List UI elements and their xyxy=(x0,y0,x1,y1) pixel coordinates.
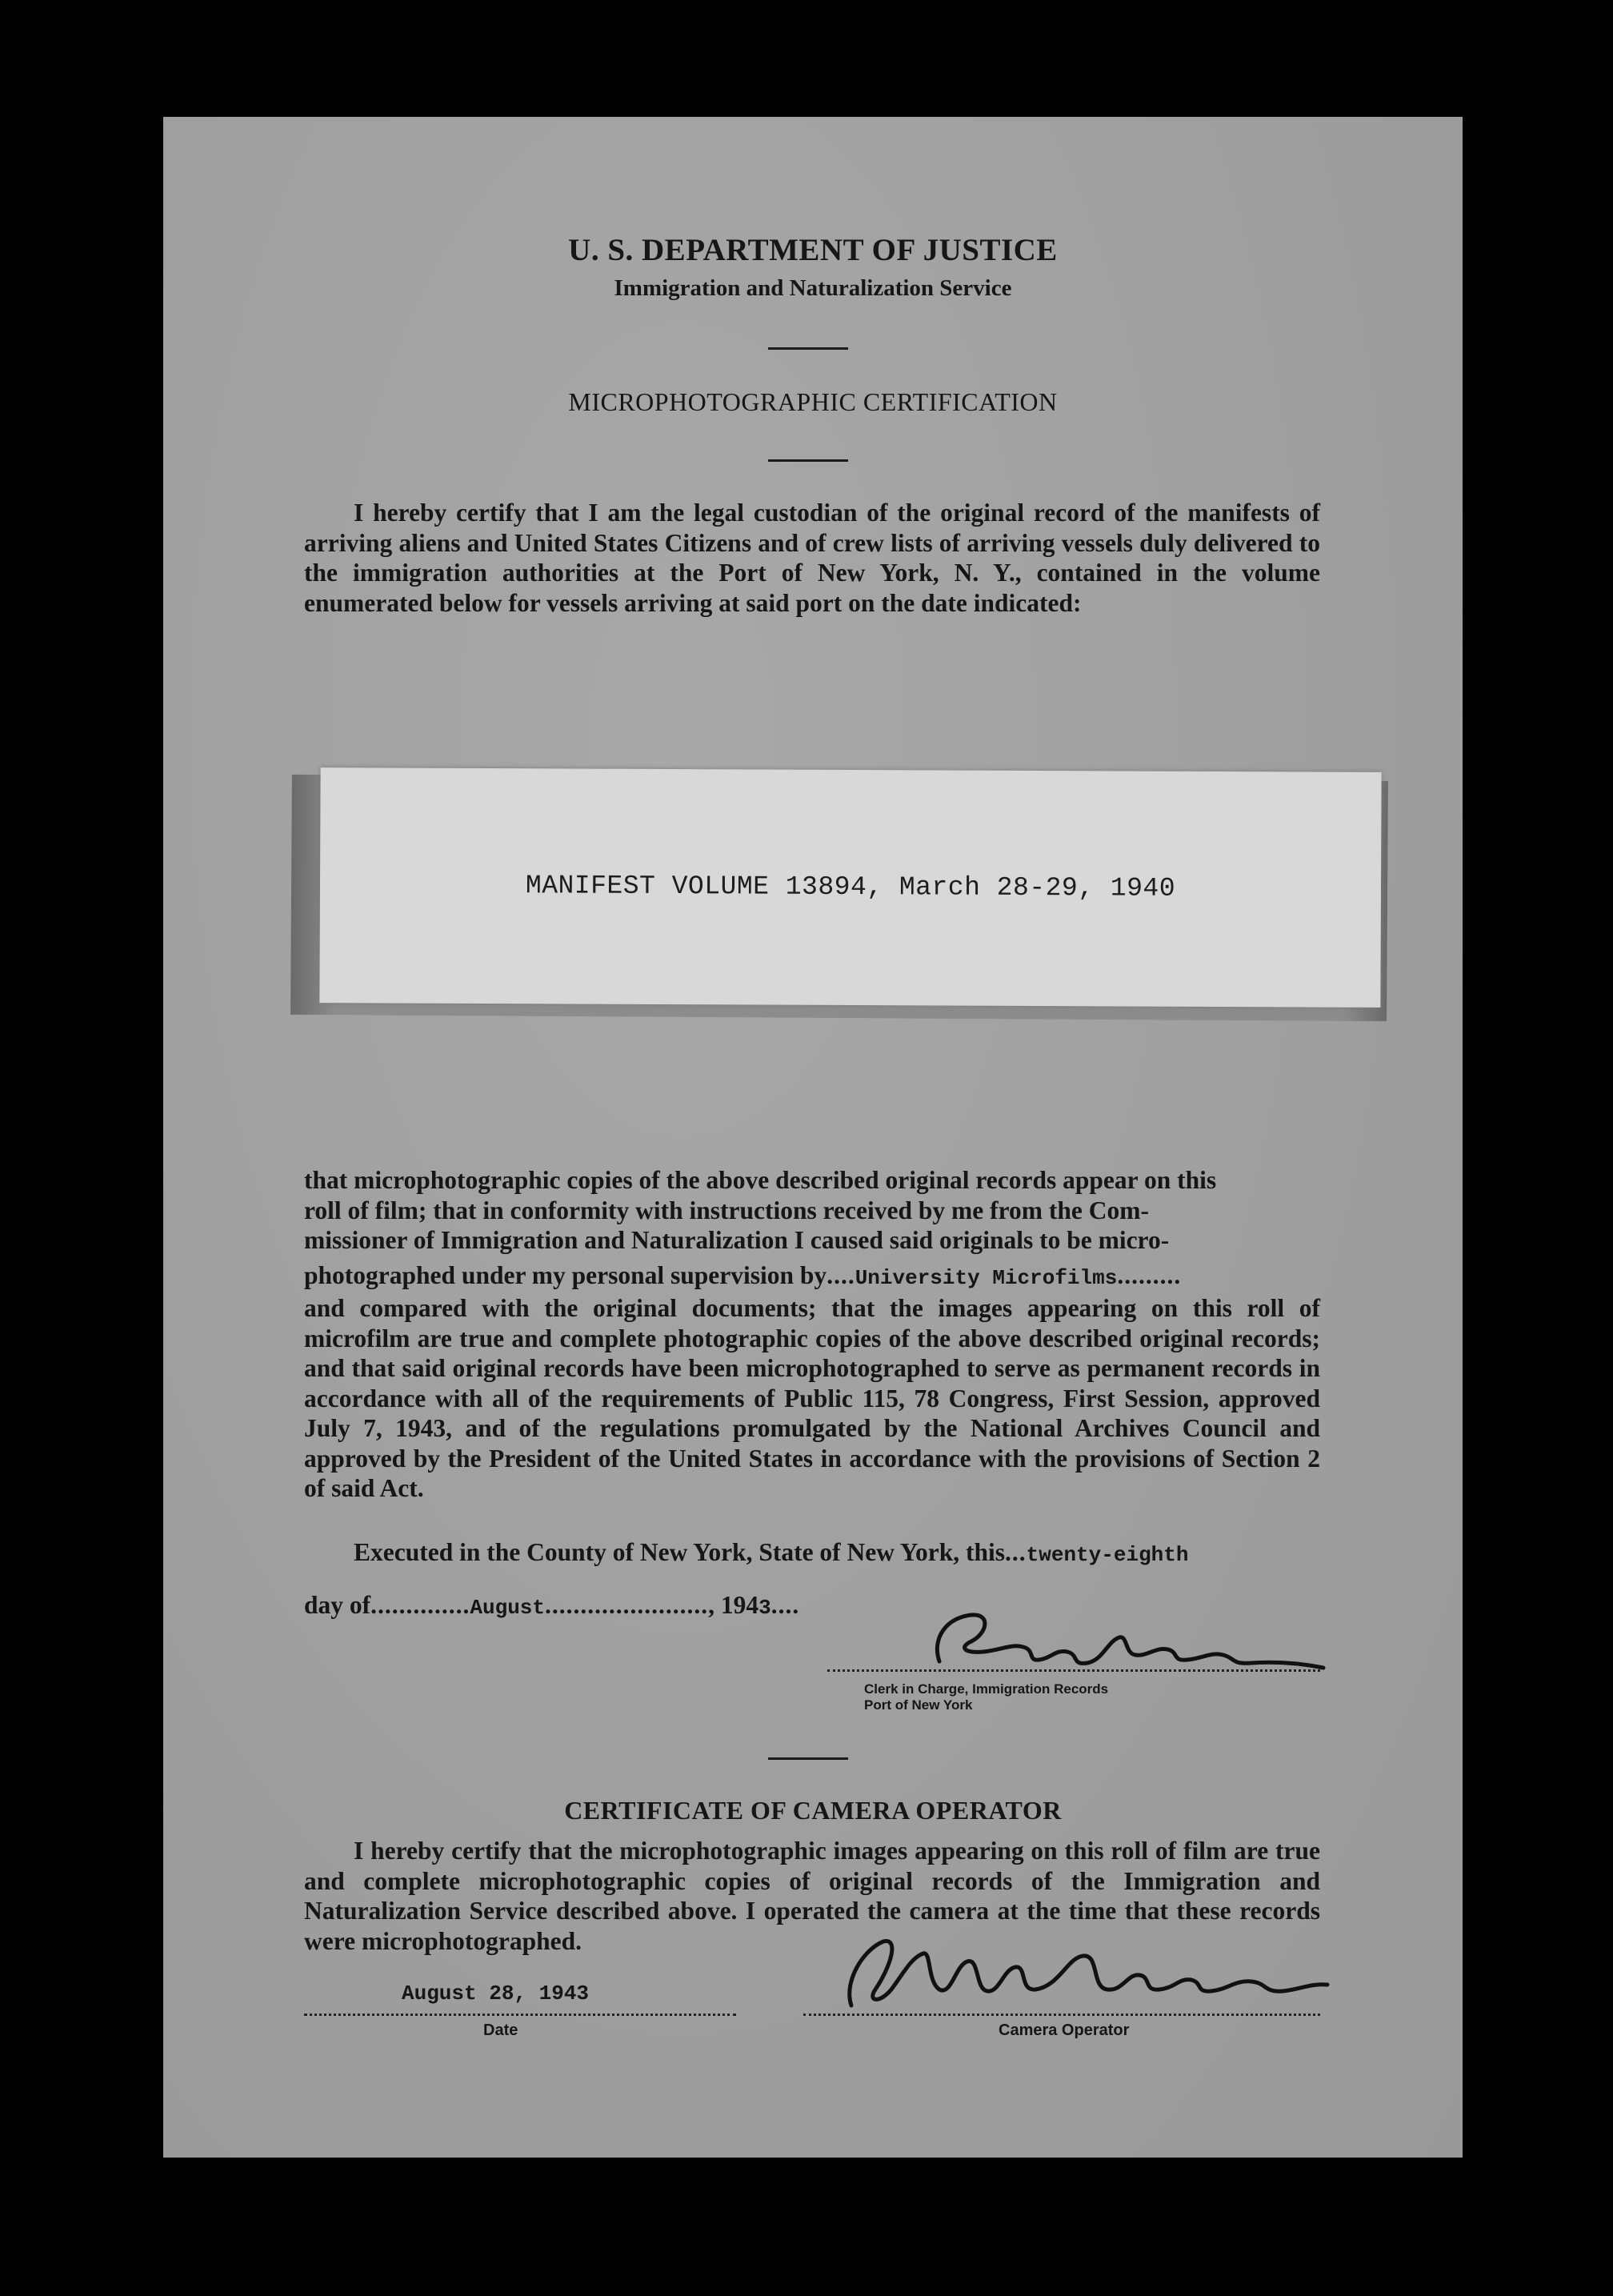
date-line xyxy=(304,2014,736,2016)
certificate-page xyxy=(163,117,1463,2158)
form-title: MICROPHOTOGRAPHIC CERTIFICATION xyxy=(568,387,1058,416)
executed-text: Executed in the County of New York, State of New York, this xyxy=(354,1538,1006,1566)
year-suffix: 3 xyxy=(758,1596,771,1620)
paragraph-line: that microphotographic copies of the above described original records appear on this xyxy=(304,1166,1217,1194)
divider-rule xyxy=(768,1757,848,1760)
custodian-paragraph: I hereby certify that I am the legal custodian of the original record of the manifests of arriving aliens and United States Citizens and of crew lists of arriving vessels duly delivered to the immigration authorities at the Port of New York, N. Y., contained in the volume enumerated below for vessels arriving at said port on the date indicated: xyxy=(304,499,1320,617)
day-of-label: day of xyxy=(304,1591,371,1619)
clerk-signature xyxy=(915,1605,1331,1677)
date-value: August 28, 1943 xyxy=(402,1981,590,2005)
service-subheading: Immigration and Naturalization Service xyxy=(614,275,1012,301)
year-prefix: , 194 xyxy=(708,1591,759,1619)
supervision-prefix: photographed under my personal supervision by xyxy=(304,1260,827,1289)
signer-office: Port of New York xyxy=(864,1697,973,1713)
month-value: August xyxy=(470,1596,546,1620)
paragraph-remainder: and compared with the original documents; that the images appearing on this roll of microfilm are true and complete photographic copies of the above described original records; and that said original records have been microphotographed to serve as permanent records in accordance with all of the requirements of Public 115, 78 Congress, First Session, approved July 7, 1943, and of the regulations promulgated by the National Archives Council and approved by the President of the United States in accordance with the provisions of Section 2 of said Act. xyxy=(304,1294,1320,1502)
camera-operator-paragraph: I hereby certify that the microphotographic images appearing on this roll of film are true and complete microphotographic copies of original records of the Immigration and Naturalization Service described above. I operated the camera at the time that these records were microphotographed. xyxy=(304,1837,1320,1955)
manifest-volume-label: MANIFEST VOLUME 13894, March 28-29, 1940 xyxy=(525,871,1176,904)
paragraph-line: missioner of Immigration and Naturalization I caused said originals to be micro- xyxy=(304,1226,1170,1254)
signature-line xyxy=(827,1669,1320,1672)
executed-day: twenty-eighth xyxy=(1026,1543,1189,1567)
camera-operator-line xyxy=(803,2014,1320,2016)
microfilm-paragraph xyxy=(304,1165,1320,1504)
divider-rule xyxy=(768,347,848,350)
supervision-line: photographed under my personal supervision by....University Microfilms......... xyxy=(304,1260,1182,1290)
executed-line: Executed in the County of New York, State of New York, this...twenty-eighth xyxy=(354,1538,1189,1567)
signer-title: Clerk in Charge, Immigration Records xyxy=(864,1681,1109,1697)
paragraph-line: roll of film; that in conformity with instructions received by me from the Com- xyxy=(304,1196,1149,1224)
date-label: Date xyxy=(483,2022,518,2039)
camera-operator-title: CERTIFICATE OF CAMERA OPERATOR xyxy=(564,1796,1062,1825)
supervisor-name: University Microfilms xyxy=(855,1265,1118,1290)
day-of-line: day of..............August......................., 1943.... xyxy=(304,1591,800,1620)
manifest-slip xyxy=(319,767,1381,1008)
camera-operator-signature xyxy=(819,1933,1331,2022)
divider-rule xyxy=(768,459,848,462)
department-heading: U. S. DEPARTMENT OF JUSTICE xyxy=(568,233,1058,267)
signer-caption xyxy=(864,1681,1108,1713)
camera-operator-label: Camera Operator xyxy=(999,2022,1130,2039)
